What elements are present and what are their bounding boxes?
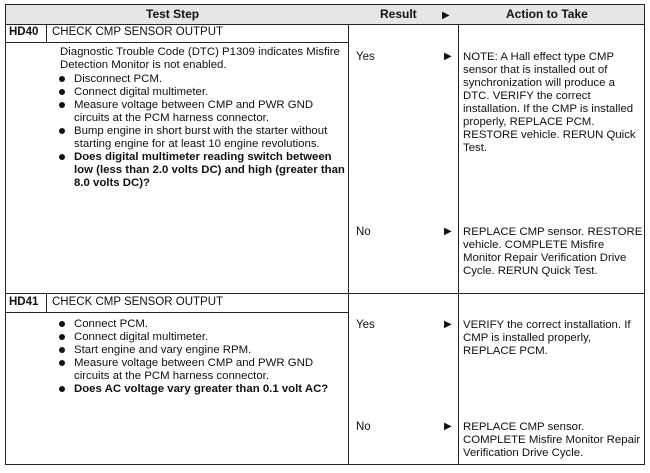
step-id: HD40 bbox=[9, 26, 39, 38]
result-no: No bbox=[356, 421, 371, 433]
step-title: CHECK CMP SENSOR OUTPUT bbox=[52, 26, 224, 38]
bullet-question: Does AC voltage vary greater than 0.1 volt AC? bbox=[58, 383, 348, 396]
header-result: Result bbox=[380, 7, 417, 21]
diagnostic-table bbox=[5, 4, 645, 465]
step-id-divider bbox=[46, 294, 47, 312]
header-arrow-icon: ▶ bbox=[442, 10, 450, 21]
bullet-question: Does digital multimeter reading switch between low (less than 2.0 volts DC) and high (greater than 8.0 volts DC)? bbox=[58, 151, 348, 190]
action-text: REPLACE CMP sensor. COMPLETE Misfire Monitor Repair Verification Drive Cycle. bbox=[463, 421, 641, 459]
bullet-item: Connect PCM. bbox=[58, 318, 348, 331]
step-intro: Diagnostic Trouble Code (DTC) P1309 indicates Misfire Detection Monitor is not enabled. bbox=[60, 46, 340, 71]
step-id: HD41 bbox=[9, 296, 39, 308]
step-bullet-list bbox=[58, 318, 348, 396]
column-divider bbox=[458, 5, 459, 464]
bullet-item: Connect digital multimeter. bbox=[58, 86, 348, 99]
bullet-item: Measure voltage between CMP and PWR GND circuits at the PCM harness connector. bbox=[58, 357, 348, 383]
action-text: VERIFY the correct installation. If CMP is installed properly, REPLACE PCM. bbox=[463, 319, 631, 357]
column-divider bbox=[348, 5, 349, 464]
arrow-icon: ▶ bbox=[444, 319, 452, 330]
step-bullet-list bbox=[58, 73, 348, 190]
arrow-icon: ▶ bbox=[444, 421, 452, 432]
step-header-hd40 bbox=[6, 24, 348, 43]
arrow-icon: ▶ bbox=[444, 226, 452, 237]
table-header bbox=[6, 5, 644, 25]
step-id-divider bbox=[46, 24, 47, 42]
result-yes: Yes bbox=[356, 319, 375, 331]
action-text: NOTE: A Hall effect type CMP sensor that is installed out of synchronization will produce a DTC. VERIFY the correct installation. If the CMP is installed properly, REPLACE PCM. RESTORE vehicle. RERUN Quick Test. bbox=[463, 51, 636, 154]
bullet-item: Disconnect PCM. bbox=[58, 73, 348, 86]
header-action: Action to Take bbox=[506, 7, 588, 21]
result-yes: Yes bbox=[356, 51, 375, 63]
step-header-hd41 bbox=[6, 294, 348, 313]
bullet-item: Measure voltage between CMP and PWR GND circuits at the PCM harness connector. bbox=[58, 99, 348, 125]
bullet-item: Start engine and vary engine RPM. bbox=[58, 344, 348, 357]
bullet-item: Connect digital multimeter. bbox=[58, 331, 348, 344]
action-text: REPLACE CMP sensor. RESTORE vehicle. COMPLETE Misfire Monitor Repair Verification Drive Cycle. RERUN Quick Test. bbox=[463, 226, 643, 277]
result-no: No bbox=[356, 226, 371, 238]
header-test-step: Test Step bbox=[146, 7, 200, 21]
arrow-icon: ▶ bbox=[444, 51, 452, 62]
bullet-item: Bump engine in short burst with the starter without starting engine for at least 10 engine revolutions. bbox=[58, 125, 348, 151]
step-title: CHECK CMP SENSOR OUTPUT bbox=[52, 296, 224, 308]
